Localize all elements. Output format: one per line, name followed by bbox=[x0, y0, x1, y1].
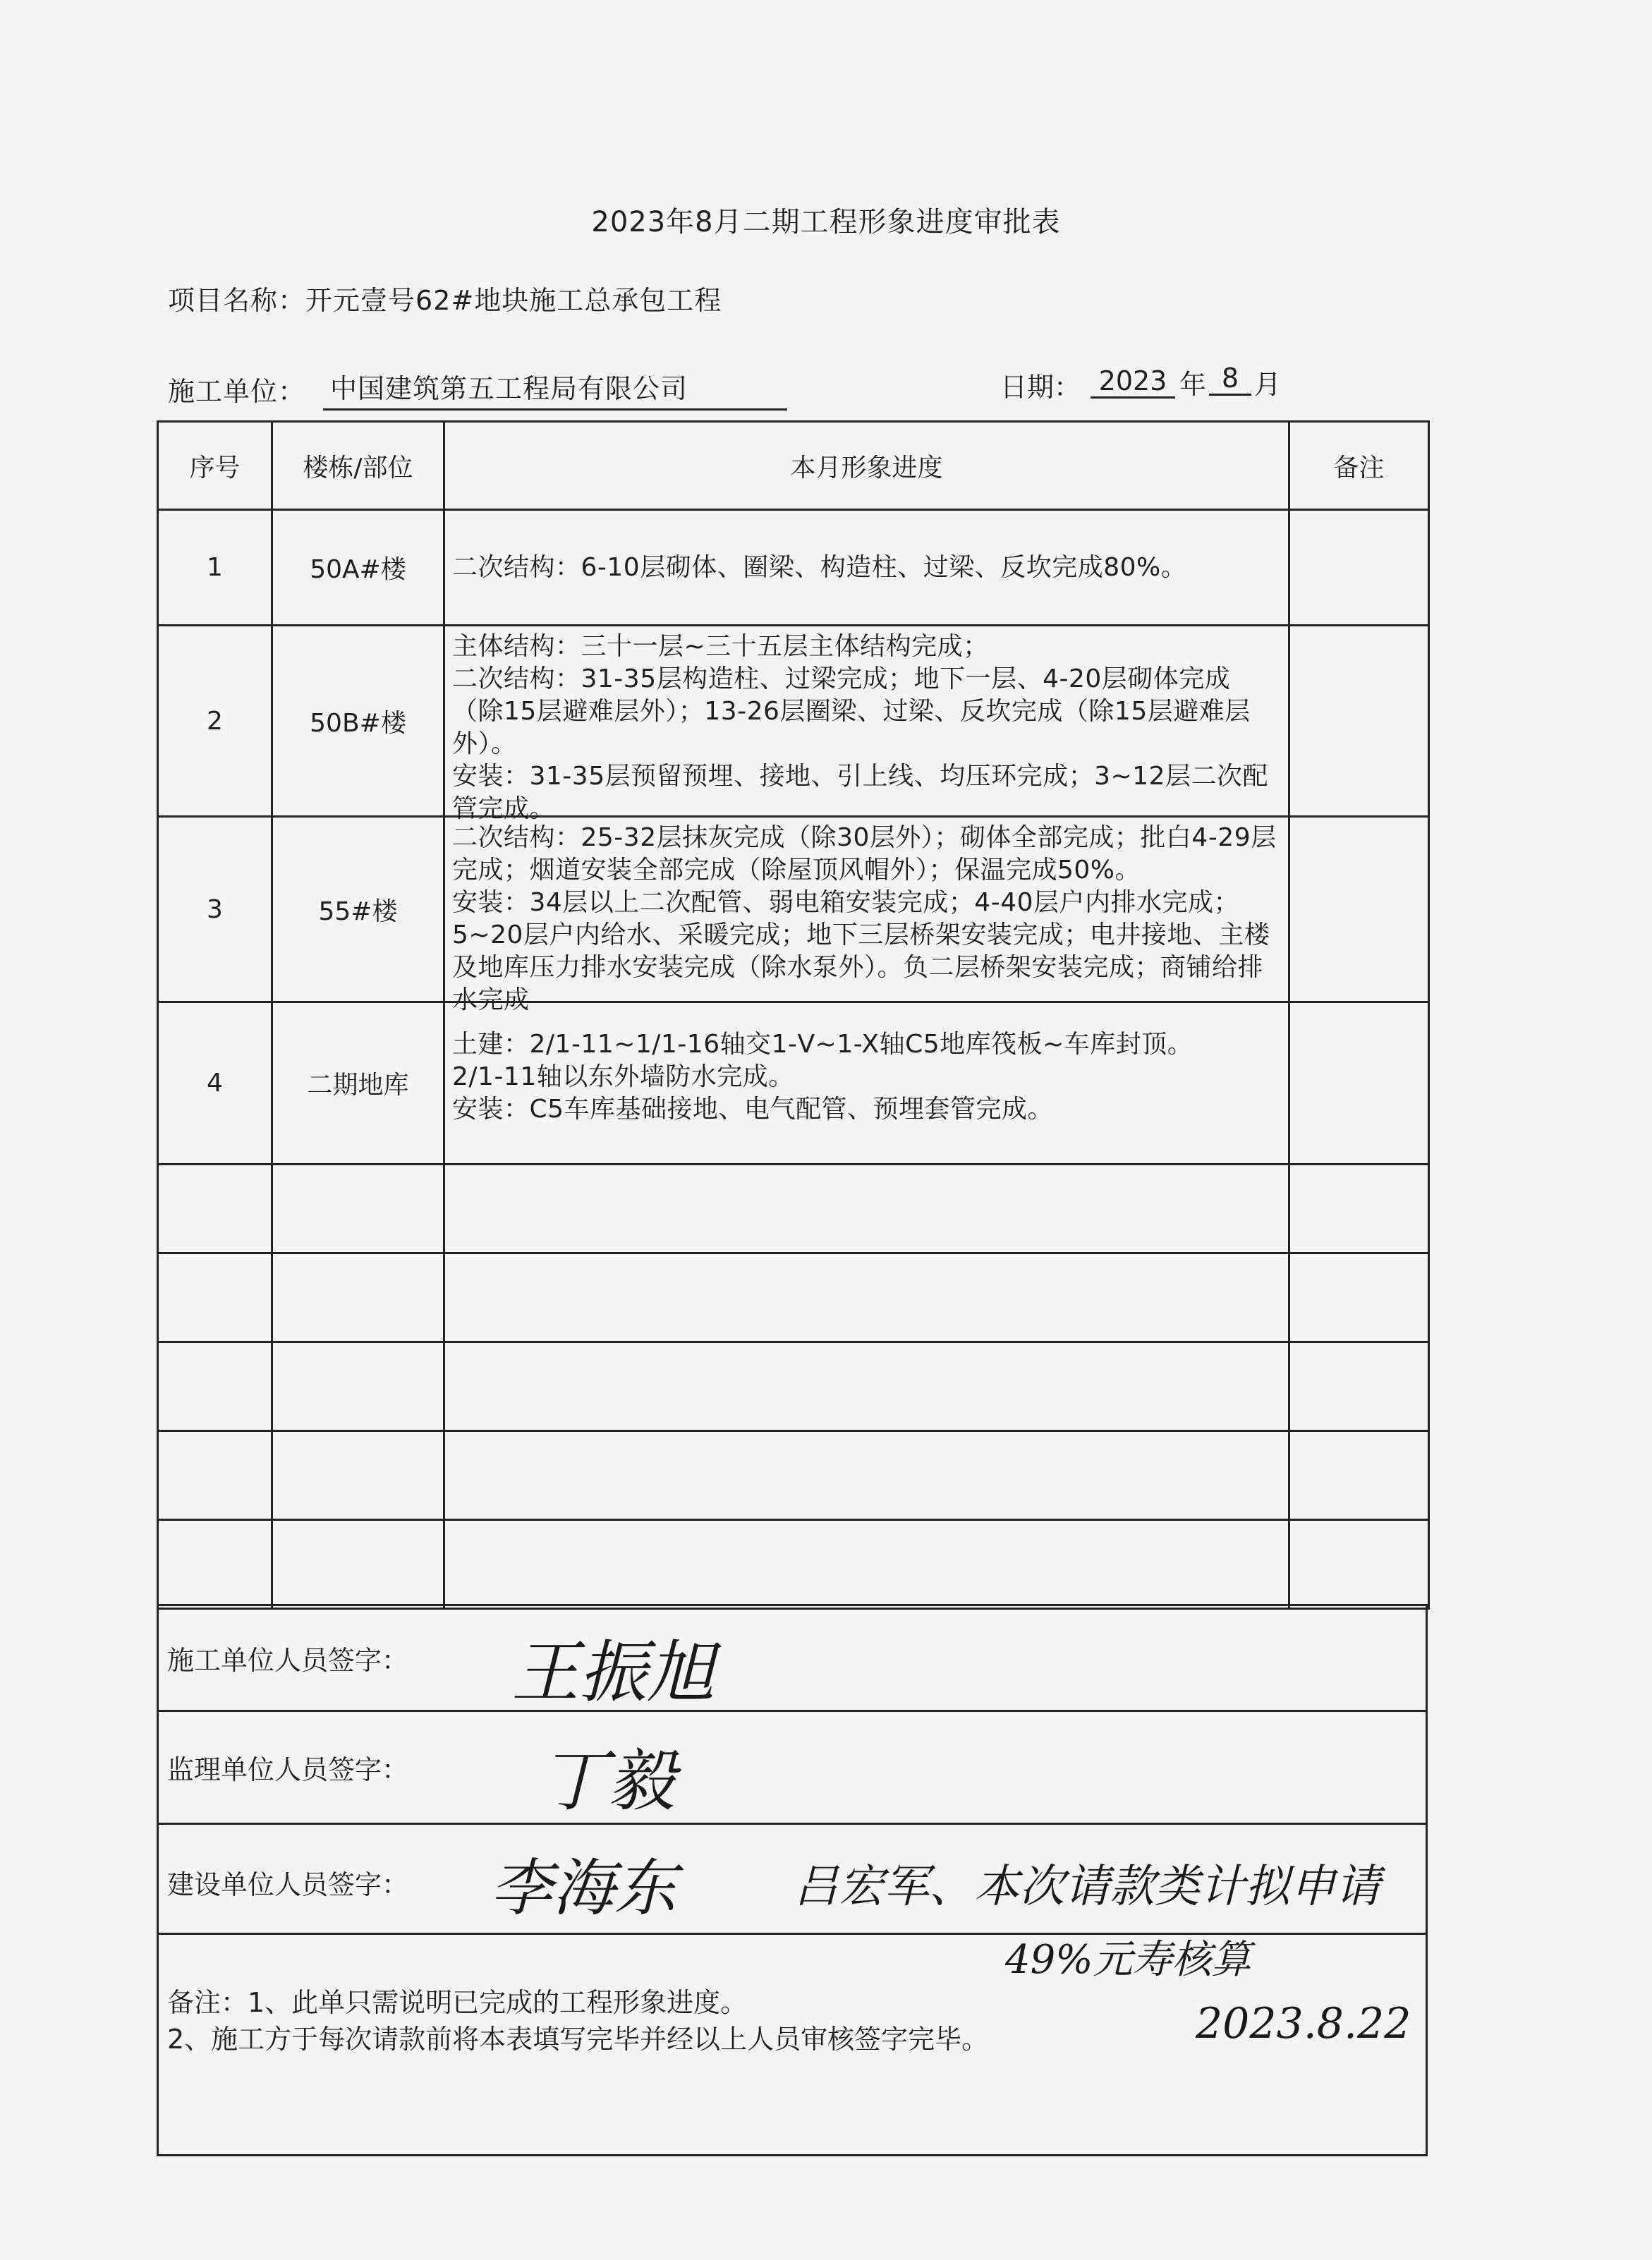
row-remark bbox=[1289, 817, 1429, 1002]
owner-signature-1: 李海东 bbox=[490, 1852, 677, 1924]
page-title: 2023年8月二期工程形象进度审批表 bbox=[591, 206, 1061, 238]
contractor-label: 施工单位： bbox=[168, 376, 306, 407]
table-row bbox=[158, 510, 1429, 626]
supervisor-signature-cell bbox=[158, 1711, 1427, 1824]
row-progress-text: 主体结构：三十一层~三十五层主体结构完成； 二次结构：31-35层构造柱、过梁完成；地下一层、4-20层砌体完成（除15层避难层外）；13-26层圈梁、过梁、反坎完成（除15层避难层外）。 安装：31-35层预留预埋、接地、引上线、均压环完成；3~12层二次配管完成。 bbox=[452, 632, 1268, 823]
contractor-signature: 王振旭 bbox=[511, 1633, 715, 1712]
table-header-row bbox=[158, 422, 1429, 510]
contractor-signature-label: 施工单位人员签字： bbox=[167, 1645, 409, 1676]
table-row-empty bbox=[158, 1165, 1429, 1253]
contractor-signature-cell bbox=[158, 1605, 1427, 1711]
row-remark bbox=[1289, 626, 1429, 817]
contractor-value: 中国建筑第五工程局有限公司 bbox=[323, 367, 787, 411]
table-row-empty bbox=[158, 1253, 1429, 1342]
remarks-row bbox=[158, 1934, 1427, 2156]
table-row-empty bbox=[158, 1520, 1429, 1609]
row-building: 55#楼 bbox=[272, 817, 444, 1002]
signature-table bbox=[157, 1604, 1428, 2156]
row-seq: 3 bbox=[158, 817, 272, 1002]
date-month-unit: 月 bbox=[1254, 369, 1282, 400]
row-seq: 1 bbox=[158, 510, 272, 626]
table-row bbox=[158, 1002, 1429, 1165]
remark-line-2: 2、施工方于每次请款前将本表填写完毕并经以上人员审核签字完毕。 bbox=[167, 2024, 989, 2055]
row-remark bbox=[1289, 510, 1429, 626]
row-progress-text: 二次结构：6-10层砌体、圈梁、构造柱、过梁、反坎完成80%。 bbox=[452, 552, 1187, 582]
table-row bbox=[158, 817, 1429, 1002]
row-building: 50A#楼 bbox=[272, 510, 444, 626]
remarks-cell bbox=[158, 1934, 1427, 2156]
owner-signature-cell bbox=[158, 1824, 1427, 1934]
owner-signature-date: 2023.8.22 bbox=[1196, 1999, 1411, 2048]
row-progress-text: 二次结构：25-32层抹灰完成（除30层外）；砌体全部完成；批白4-29层完成；烟道安装全部完成（除屋顶风帽外）；保温完成50%。 安装：34层以上二次配管、弱电箱安装完成；4-40层户内排水完成；5~20层户内给水、采暖完成；地下三层桥架安装完成；电井接地、主楼及地库压力排水安装完成（除水泵外）。负二层桥架安装完成；商铺给排水完成 bbox=[452, 823, 1277, 1014]
contractor-signature-row bbox=[158, 1605, 1427, 1711]
supervisor-signature-label: 监理单位人员签字： bbox=[167, 1754, 409, 1785]
row-building: 50B#楼 bbox=[272, 626, 444, 817]
row-seq: 2 bbox=[158, 626, 272, 817]
date-year-unit: 年 bbox=[1179, 369, 1207, 400]
row-progress bbox=[444, 1002, 1289, 1165]
progress-table bbox=[157, 420, 1430, 1610]
supervisor-signature: 丁毅 bbox=[540, 1742, 675, 1821]
date-label: 日期： bbox=[1000, 372, 1081, 403]
row-seq: 4 bbox=[158, 1002, 272, 1165]
project-label: 项目名称： bbox=[168, 285, 306, 316]
row-progress bbox=[444, 817, 1289, 1014]
remark-line-1: 备注：1、此单只需说明已完成的工程形象进度。 bbox=[167, 1987, 748, 2018]
owner-signature-row bbox=[158, 1824, 1427, 1934]
header-remark: 备注 bbox=[1289, 422, 1429, 510]
owner-signature-2: 吕宏军、本次请款类计拟申请 bbox=[794, 1861, 1380, 1913]
row-progress bbox=[444, 510, 1289, 626]
row-remark bbox=[1289, 1002, 1429, 1165]
project-value: 开元壹号62#地块施工总承包工程 bbox=[305, 285, 722, 316]
row-progress bbox=[444, 626, 1289, 823]
header-progress: 本月形象进度 bbox=[444, 422, 1289, 510]
supervisor-signature-row bbox=[158, 1711, 1427, 1824]
row-progress-text: 土建：2/1-11~1/1-16轴交1-V~1-X轴C5地库筏板~车库封顶。 2/1-11轴以东外墙防水完成。 安装：C5车库基础接地、电气配管、预埋套管完成。 bbox=[452, 1030, 1194, 1124]
date-year: 2023 bbox=[1091, 365, 1175, 399]
owner-signature-label: 建设单位人员签字： bbox=[167, 1869, 409, 1900]
project-name-line bbox=[168, 279, 722, 317]
table-row-empty bbox=[158, 1431, 1429, 1520]
owner-signature-3: 49%元寿核算 bbox=[1005, 1937, 1251, 1983]
row-building: 二期地库 bbox=[272, 1002, 444, 1165]
header-seq: 序号 bbox=[158, 422, 272, 510]
date-month: 8 bbox=[1209, 363, 1251, 396]
header-building: 楼栋/部位 bbox=[272, 422, 444, 510]
table-row bbox=[158, 626, 1429, 817]
table-row-empty bbox=[158, 1342, 1429, 1431]
